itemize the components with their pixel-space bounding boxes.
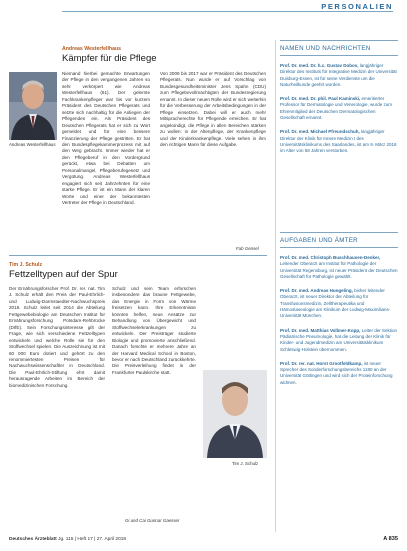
sidebar-entry: [280, 328, 398, 353]
section-title: PERSONALIEN: [315, 2, 393, 11]
page-footer: [9, 537, 126, 542]
entry-text: emeritierter Professor für Dermatologie und Venerologie, wurde zum Ehrenmitglied der Deutschen Dermatologischen Gesellschaft ernannt.: [280, 96, 393, 121]
sidebar-rule-2b: [280, 247, 398, 248]
entry-text: Leitender Oberarzt am Institut für Pathologie der Universität Regensburg, ist neuer Präsident der Deutschen Gesellschaft für Pathologie gewählt.: [280, 261, 398, 279]
entry-name: Prof. Dr. med. Dr. phil. Paul Kaminski,: [280, 96, 361, 102]
article1-text-2: Von 2009 bis 2017 war er Präsident des Deutschen Pflegerats. Nun wurde er auf Vorschlag von Bundesgesundheitsminister Jens Spahn (CDU) zum Pflegebevollmächtigten der Bundesregierung ernannt. In dieser neuen Rolle wird er sich weiterhin für die Verbesserung der Arbeitsbedingungen in der Pflege einsetzen. Dabei will er auch mehr Mitspracherechte für Pflegende erreichen. Er hat angekündigt, die Pflege in allen Bereichen stärken zu wollen: in der Altenpflege, der Krankenpflege und der Kinderkrankenpflege. Viele sehen in ihm den richtigen Mann für diese Aufgabe.: [160, 71, 266, 147]
sidebar-rule-1: [280, 40, 398, 41]
issue-info: Jg. 115 | Heft 17 | 27. April 2018: [58, 537, 127, 542]
entry-name: Prof. Dr. med. Michael Pfreundschuh,: [280, 129, 360, 135]
article2-author: Tim J. Schulz: [9, 262, 43, 268]
section-header: [0, 0, 407, 16]
page-number: A 835: [383, 536, 398, 542]
sidebar-rule-1b: [280, 55, 398, 56]
entry-name: Prof. Dr. med. Christoph Buschhausen-Denker,: [280, 255, 381, 260]
sidebar-section2-title: AUFGABEN UND ÄMTER: [280, 237, 358, 244]
header-rule: [62, 11, 393, 12]
article1-author: Andreas Westerfellhaus: [62, 46, 122, 52]
article2-portrait: [203, 370, 267, 458]
entry-text: langjähriger Direktor der Klinik für Innere Medizin I des Universitätsklinikums des Saarlandes, ist am 9. März 2018 im Alter von 68 Jahren verstorben.: [280, 129, 397, 154]
sidebar-entry: [280, 288, 398, 319]
entry-name: Prof. Dr. med. Matthias Vollmer-Kopp,: [280, 327, 361, 333]
entry-text: ist neuer Sprecher des Sonderforschungsbereichs 1180 an der Universität Göttingen und wird sich der Proteinforschung widmen.: [280, 360, 393, 385]
entry-text: bisher leitender Oberarzt, ist neuer Direktor der Abteilung für Transfusionsmedizin, Zelltherapeutika und Hämostaseologie am Klinikum der Ludwig-Maximilians-Universität München.: [280, 288, 391, 319]
article-divider: [9, 255, 267, 256]
column-divider: [275, 40, 276, 532]
journal-name: Deutsches Ärzteblatt: [9, 537, 57, 542]
sidebar-section1-title: NAMEN UND NACHRICHTEN: [280, 45, 371, 52]
sidebar-entry: [280, 361, 398, 386]
entry-name: Prof. Dr. med. Dr. h.c. Gustav Dobos,: [280, 63, 359, 68]
article1-portrait: [9, 72, 57, 140]
article2-column-2: [112, 286, 196, 516]
sidebar-entry: [280, 255, 398, 280]
person-portrait-icon: [203, 370, 267, 458]
sidebar-section-2: [280, 232, 398, 386]
person-portrait-icon: [9, 72, 57, 140]
article1-signature: Fab Gensel: [236, 246, 259, 251]
sidebar-entry: [280, 96, 398, 121]
sidebar-rule-2: [280, 232, 398, 233]
article2-column-1: [9, 286, 105, 524]
entry-text: langjähriger Direktor des Instituts für Integrative Medizin der Universität Duisburg-Essen, ist für seine Verdienste um die Naturheilkunde geehrt worden.: [280, 63, 397, 87]
article2-signature: Gi und Cai Gunnar Gaesser: [125, 518, 180, 523]
article2-caption: Tim J. Schulz: [232, 461, 259, 466]
entry-name: Prof. Dr. rer. nat. Horst Grootfeldkamp,: [280, 360, 363, 366]
article2-text-1: Der Ernährungsforscher Prof. Dr. rer. nat. Tim J. Schulz erhält den Preis der Paul-Ehrlich- und Ludwig-Darmstaedter-Nachwuchspreis 2018. Schulz leitet seit 2014 die Abteilung Fettgewebebiologie am Deutschen Institut für Ernährungsforschung Potsdam-Rehbrücke (DIfE). Sein Forschungsinteresse gilt der Frage, wie sich verschiedene Fettzelltypen entwickeln und welche Rolle sie für den Stoffwechsel spielen. Die Auszeichnung ist mit 60 000 Euro dotiert und gehört zu den renommiertesten Preisen für Nachwuchswissenschaftler in Deutschland. Die Paul-Ehrlich-Stiftung ehrt damit herausragende Arbeiten im Bereich der biomedizinischen Forschung.: [9, 286, 105, 388]
sidebar: [280, 40, 398, 155]
article1-title: Kämpfer für die Pflege: [62, 53, 157, 64]
entry-name: Prof. Dr. med. Andreas Hungeling,: [280, 288, 353, 294]
article1-caption: Andreas Westerfellhaus: [9, 142, 56, 147]
article2-text-2: Schulz und sein Team erforschen insbesondere das braune Fettgewebe, das Energie in Form von Wärme freisetzen kann. Ihre Erkenntnisse könnten helfen, neue Ansätze zur Behandlung von Übergewicht und Stoffwechselerkrankungen zu entwickeln. Der Preisträger studierte Biologie und promovierte anschließend. Danach forschte er mehrere Jahre an der Harvard Medical School in Boston, bevor er nach Deutschland zurückkehrte. Die Preisverleihung findet in der Frankfurter Paulskirche statt.: [112, 286, 196, 375]
article1-text-1: Niemand hierbei gemachte Erwartungen der Pflege in den vergangenen Jahren so sehr verkörpert wie Andreas Westerfellhaus (61). Der gelernte Fachkrankenpfleger war bis vor kurzem Präsident des Deutschen Pflegerats und setzte sich nachhaltig für die Anliegen der Pflegenden ein. Als Präsident des Deutschen Pflegerats hat er sich zu Wort gemeldet und für eine bessere Finanzierung der Pflege gestritten. Er hat den Bundespflegekammerprozess mit auf den Weg gebracht. Immer wieder hat er den Pflegeberuf in den Vordergrund gerückt, etwa bei Debatten um Personalmangel, Pflegeberufegesetz und Vergütung. Andreas Westerfellhaus engagiert sich seit Jahrzehnten für eine starke Pflege. Er ist ein Mann der klaren Worte und einer der bekanntesten Vertreter der Pflege in Deutschland.: [62, 71, 150, 206]
sidebar-entry: [280, 63, 398, 88]
article2-title: Fettzelltypen auf der Spur: [9, 269, 118, 280]
entry-text: Leiter der Sektion Pädiatrische Pneumologie, hat die Leitung der Klinik für Kinder- und Jugendmedizin am Universitätsklinikum Schleswig-Holstein übernommen.: [280, 327, 397, 352]
article1-column-2: [160, 71, 266, 241]
sidebar-entry: [280, 129, 398, 154]
article1-column-1: [62, 71, 150, 241]
